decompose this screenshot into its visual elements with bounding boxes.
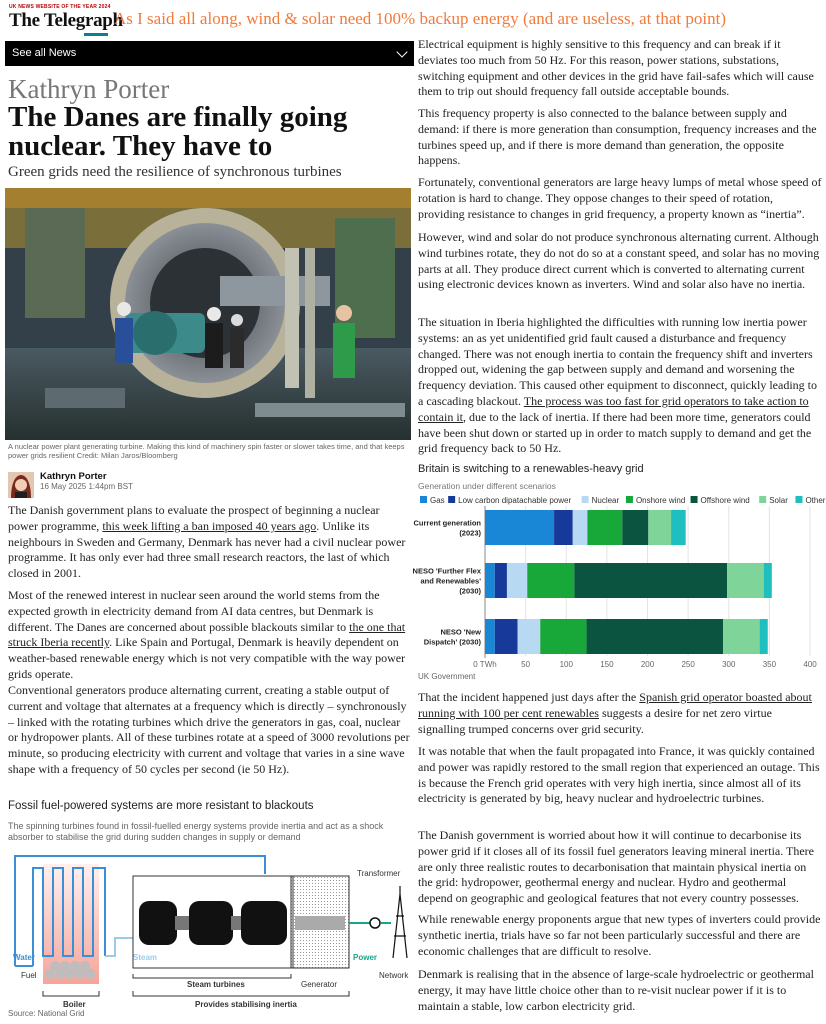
- label-steam-turbines: Steam turbines: [187, 980, 245, 989]
- para-text: Denmark is realising that in the absence of large-scale hydroelectric or geothermal energy, it may have little choice other than to re-visit nuclear power if it is to maintain a stable, low carbon electricity grid.: [418, 967, 814, 1013]
- para-text: The Danish government plans to evaluate the prospect of beginning a nuclear power programme,: [8, 503, 380, 533]
- category-label: Dispatch' (2030): [423, 637, 481, 647]
- x-tick-label: 0 TWh: [473, 660, 497, 669]
- bar-segment: [495, 563, 507, 598]
- x-tick-label: 300: [722, 660, 736, 669]
- legend-swatch: [691, 496, 698, 503]
- bar-segment: [671, 510, 686, 545]
- x-tick-label: 400: [803, 660, 817, 669]
- bar-segment: [587, 619, 724, 654]
- turbine-diagram: [5, 846, 415, 1008]
- label-fuel: Fuel: [21, 971, 37, 980]
- x-tick-label: 150: [600, 660, 614, 669]
- site-tagline: UK NEWS WEBSITE OF THE YEAR 2024: [9, 4, 111, 10]
- para-text: However, wind and solar do not produce synchronous alternating current. Although wind turbines rotate, they do not do so at a constant speed, and solar has no moving parts at all. They produce direct current which is converted to alternating current using electronic devices known as inverters. Wind and solar also have no inertia.: [418, 230, 820, 292]
- bar-segment: [622, 510, 648, 545]
- body-paragraph: [418, 912, 822, 959]
- transformer-icon: [370, 918, 380, 928]
- turbine-1: [139, 901, 177, 945]
- chart-legend: [418, 494, 826, 506]
- bar-segment: [574, 563, 727, 598]
- diagram-source: Source: National Grid: [8, 1009, 85, 1018]
- body-paragraph: [8, 683, 412, 778]
- bar-segment: [485, 510, 554, 545]
- label-boiler: Boiler: [63, 1000, 86, 1009]
- chevron-down-icon: [396, 46, 407, 57]
- inline-link[interactable]: the one that struck Iberia recently: [8, 619, 406, 650]
- bar-segment: [723, 619, 760, 654]
- legend-label: Solar: [769, 496, 788, 505]
- category-label: and Renewables': [420, 576, 481, 586]
- author-kicker: Kathryn Porter: [8, 74, 170, 104]
- inline-link[interactable]: Spanish grid operator boasted about running with 100 per cent renewables: [418, 690, 812, 720]
- label-network: Network: [379, 971, 409, 980]
- bar-segment: [540, 619, 586, 654]
- bar-segment: [727, 563, 764, 598]
- legend-swatch: [420, 496, 427, 503]
- pylon-icon: [393, 886, 407, 958]
- legend-label: Gas: [430, 496, 445, 505]
- bar-segment: [507, 563, 527, 598]
- bar-segment: [760, 619, 768, 654]
- steam-pipe: [105, 938, 133, 956]
- label-steam: Steam: [133, 953, 158, 962]
- legend-label: Onshore wind: [635, 496, 686, 505]
- para-text: That the incident happened just days after the: [418, 690, 640, 704]
- category-label: NESO 'Further Flex: [412, 566, 481, 576]
- label-water: Water: [13, 953, 35, 962]
- category-label: Current generation: [413, 518, 481, 528]
- body-paragraph: [418, 315, 822, 457]
- avatar-portrait: [8, 472, 34, 498]
- para-text: While renewable energy proponents argue that new types of inverters could provide synthetic inertia, trials have so far not been particularly successful and there are economic challenges that are difficult to resolve.: [418, 912, 821, 958]
- article-photo: [5, 188, 411, 440]
- inline-link[interactable]: this week lifting a ban imposed 40 years ago: [102, 518, 317, 533]
- byline-date: 16 May 2025 1:44pm BST: [40, 482, 133, 491]
- chart-source: UK Government: [418, 672, 476, 681]
- para-text: Conventional generators produce alternating current, creating a stable output of current and voltage that alternates at a frequency which is directly – synchronously – linked with the rotating turbines which drive the generators in gas, coal, nuclear or hydropower plants. All of these turbines rotate at a speed of 3000 revolutions per minute, so producing electricity with current and voltage that varies in a sine wave shape with a frequency of 50 cycles per second (ie 50 Hz).: [8, 683, 410, 776]
- turbine-3: [241, 901, 287, 945]
- para-text: The Danish government is worried about how it will continue to decarbonise its power grid if it closes all of its fossil fuel generators leaving mineral inertia. There are only three realistic routes to decarbonisation that maintain physical inertia on the grid: hydropower, geothermal energy and nuclear. Hydro and geothermal depend on geographic and geological features that not every country possesses.: [418, 828, 814, 906]
- category-label: (2030): [459, 586, 481, 596]
- para-text: Fortunately, conventional generators are large heavy lumps of metal whose speed of rotation is hard to change. They oppose changes to their speed of rotation, providing resistance to changes in grid frequency, a property known as “inertia”.: [418, 175, 822, 221]
- para-text: . Like Spain and Portugal, Denmark is heavily dependent on weather-based renewable energy which is not very compatible with the way power grids operate.: [8, 635, 406, 681]
- legend-label: Other: [805, 496, 826, 505]
- legend-swatch: [759, 496, 766, 503]
- body-paragraph: [8, 588, 412, 683]
- body-paragraph: [418, 175, 822, 222]
- bar-segment: [764, 563, 772, 598]
- legend-label: Nuclear: [591, 496, 620, 505]
- label-transformer: Transformer: [357, 869, 401, 878]
- label-power: Power: [353, 953, 378, 962]
- para-text: Most of the renewed interest in nuclear seen around the world stems from the expected growth in electricity demand from AI data centres, but Denmark is different. The Danes are concerned about possible blackouts similar to: [8, 588, 380, 634]
- inline-link[interactable]: The process was too fast for grid operators to take action to contain it: [418, 393, 809, 424]
- caption-text: A nuclear power plant generating turbine. Making this kind of machinery spin faster or slower takes time, and that keeps power grids resilient: [8, 442, 405, 460]
- body-paragraph: [418, 828, 822, 907]
- byline-author[interactable]: Kathryn Porter: [40, 471, 107, 482]
- legend-label: Low carbon dipatachable power: [458, 496, 572, 505]
- para-text: suggests a desire for net zero virtue signalling trumped concerns over grid security.: [418, 705, 772, 736]
- bar-segment: [485, 619, 495, 654]
- headline: The Danes are finally going nuclear. They have to: [8, 101, 348, 162]
- legend-swatch: [448, 496, 455, 503]
- telegraph-logo[interactable]: The Telegraph: [9, 10, 123, 31]
- author-avatar[interactable]: [8, 472, 34, 498]
- bar-segment: [573, 510, 588, 545]
- see-all-news-bar[interactable]: [5, 41, 414, 66]
- caption-credit: Credit: Milan Jaros/Bloomberg: [76, 451, 178, 460]
- legend-label: Offshore wind: [700, 496, 750, 505]
- standfirst: Green grids need the resilience of synchronous turbines: [8, 164, 342, 180]
- legend-swatch: [626, 496, 633, 503]
- diagram-svg: [5, 846, 415, 1008]
- bar-segment: [648, 510, 671, 545]
- bar-segment: [554, 510, 573, 545]
- body-paragraph: [418, 744, 822, 807]
- x-tick-label: 350: [762, 660, 777, 669]
- para-text: . Unlike its neighbours in Sweden and Germany, Denmark has never had a civil nuclear power programme. It has only ever had three small research reactors, the last of which closed in 2001.: [8, 518, 406, 581]
- bar-segment: [527, 563, 574, 598]
- para-text: The situation in Iberia highlighted the difficulties with running low inertia power systems: an as yet unidentified grid fault caused a disturbance and frequency changed. There was not enough inertia to contain the frequency shift and inverters dropped out, widening the gap between supply and demand and worsening the frequency deviation. This caused other equipment to disconnect, quickly leading to a cascading blackout.: [418, 315, 817, 408]
- body-paragraph: [418, 230, 822, 293]
- x-tick-label: 100: [559, 660, 573, 669]
- chart-title: Britain is switching to a renewables-heavy grid: [418, 463, 644, 475]
- bar-segment: [587, 510, 622, 545]
- image-caption: [8, 442, 408, 460]
- chart-subtitle: Generation under different scenarios: [418, 481, 556, 491]
- category-label: NESO 'New: [440, 627, 481, 637]
- legend-swatch: [582, 496, 589, 503]
- para-text: It was notable that when the fault propagated into France, it was quickly contained and power was rapidly restored to the small region that experienced an outage. This is because the French grid operates with very high inertia, since almost all of its electricity is generated by big, heavy nuclear and hydroelectric turbines.: [418, 744, 820, 806]
- body-paragraph: [418, 690, 822, 737]
- turbine-2: [189, 901, 233, 945]
- para-text: , due to the lack of inertia. If there had been more time, generators could have been shut down or started up in order to match supply to demand and get the grid frequency back to 50 Hz.: [418, 409, 812, 456]
- bar-segment: [485, 563, 495, 598]
- body-paragraph: [418, 967, 822, 1014]
- body-paragraph: [8, 503, 412, 582]
- body-paragraph: [418, 106, 822, 169]
- label-provides-inertia: Provides stabilising inertia: [195, 1000, 297, 1009]
- body-paragraph: [418, 37, 822, 100]
- stacked-bar-chart: [414, 506, 824, 672]
- see-all-news-label: See all News: [12, 47, 77, 59]
- logo-underline: [84, 33, 108, 36]
- category-label: (2023): [459, 528, 481, 538]
- x-tick-label: 250: [681, 660, 695, 669]
- bar-segment: [495, 619, 518, 654]
- diagram-title: Fossil fuel-powered systems are more resistant to blackouts: [8, 800, 314, 812]
- para-text: Electrical equipment is highly sensitive to this frequency and can break if it deviates too much from 50 Hz. For this reason, power stations, substations, switching equipment and other devices in the grid have fail-safes which will cause them to trip out should frequency fall outside acceptable bounds.: [418, 37, 814, 99]
- turbine-hall-image: [5, 188, 411, 440]
- diagram-subtitle: The spinning turbines found in fossil-fuelled energy systems provide inertia and act as a shock absorber to stabilise the grid during sudden changes in supply or demand: [8, 821, 384, 842]
- x-tick-label: 200: [640, 660, 655, 669]
- legend-swatch: [795, 496, 802, 503]
- overlay-comment: As I said all along, wind & solar need 100% backup energy (and are useless, at that point): [114, 9, 726, 28]
- x-tick-label: 50: [521, 660, 531, 669]
- label-generator: Generator: [301, 980, 338, 989]
- bar-segment: [518, 619, 541, 654]
- para-text: This frequency property is also connected to the balance between supply and demand: if there is more generation than consumption, frequency increases and the turbines speed up, and if there is more demand than generation, the opposite happens.: [418, 106, 817, 168]
